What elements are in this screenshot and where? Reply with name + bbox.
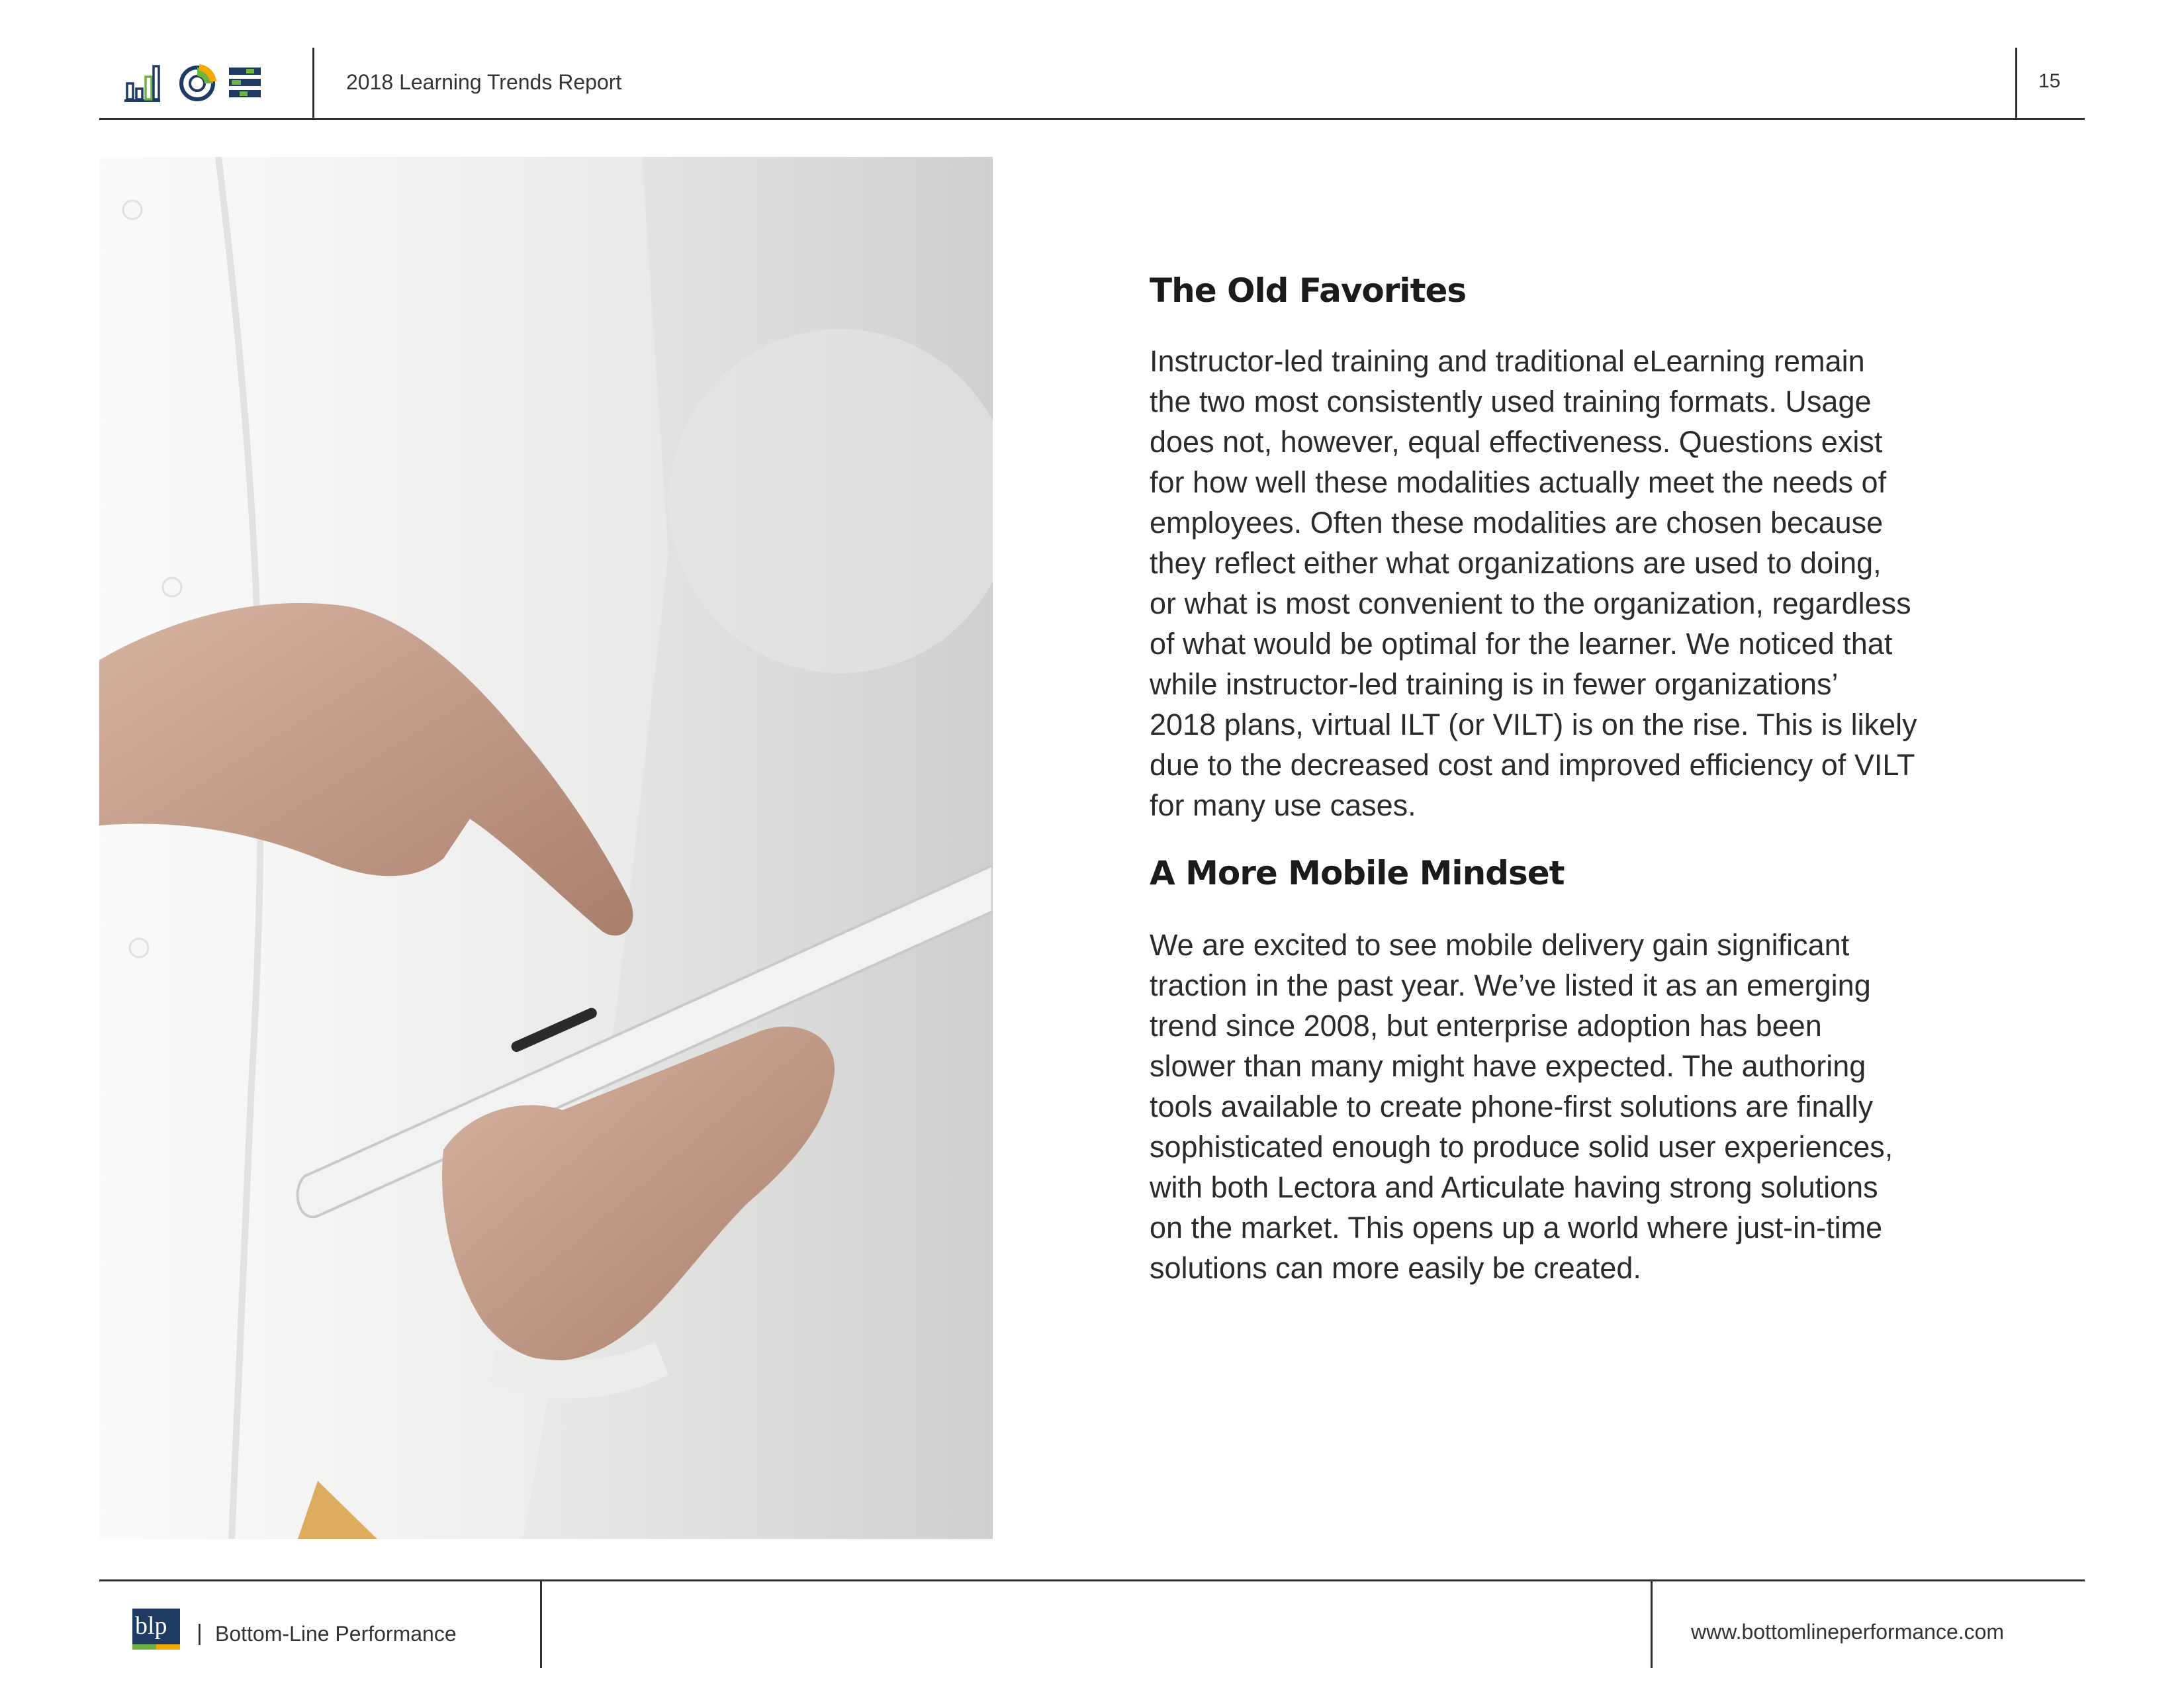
logo-text: blp [135,1612,167,1640]
header-rule [99,118,2085,120]
list-bars-icon [229,68,261,97]
footer-divider-left [540,1579,542,1668]
footer-separator: | [197,1620,203,1646]
report-title: 2018 Learning Trends Report [346,70,622,94]
section-body-mobile-mindset: We are excited to see mobile delivery gain significant traction in the past year. We’ve listed it as an emerging trend since 2008, but enterprise adoption has been slower than many might have expected. The authoring tools available to create phone-first solutions are finally sophisticated enough to produce solid user experiences, with both Lectora and Articulate having strong solutions on the market. This opens up a world where just-in-time solutions can more easily be created. [1150,928,1893,1285]
header-icons-svg [123,60,275,106]
section-body-old-favorites: Instructor-led training and traditional eLearning remain the two most consistently used training formats. Usage does not, however, equal effectiveness. Questions exist for how well these modalities actually meet the needs of employees. Often these modalities are chosen because they reflect either what organizations are used to doing, or what is most convenient to the organization, regardless of what would be optimal for the learner. We noticed that while instructor-led training is in fewer organizations’ 2018 plans, virtual ILT (or VILT) is on the rise. This is likely due to the decreased cost and improved efficiency of VILT for many use cases. [1150,344,1917,822]
company-logo [132,1609,180,1650]
header-divider-right [2015,48,2017,119]
bar-chart-icon [124,66,160,101]
page-number: 15 [2038,70,2061,92]
header-divider-left [312,48,314,119]
header-icon-group [123,60,275,106]
section-heading-old-favorites: The Old Favorites [1150,271,1467,310]
section-heading-mobile-mindset: A More Mobile Mindset [1150,854,1565,892]
footer-divider-right [1651,1579,1653,1668]
photo-illustration [99,157,993,1539]
company-website-link[interactable]: www.bottomlineperformance.com [1691,1620,2005,1644]
company-name: Bottom-Line Performance [215,1622,457,1646]
hand-holding-smartphone-photo [99,157,993,1539]
footer-rule [99,1579,2085,1581]
donut-chart-icon [181,64,216,99]
